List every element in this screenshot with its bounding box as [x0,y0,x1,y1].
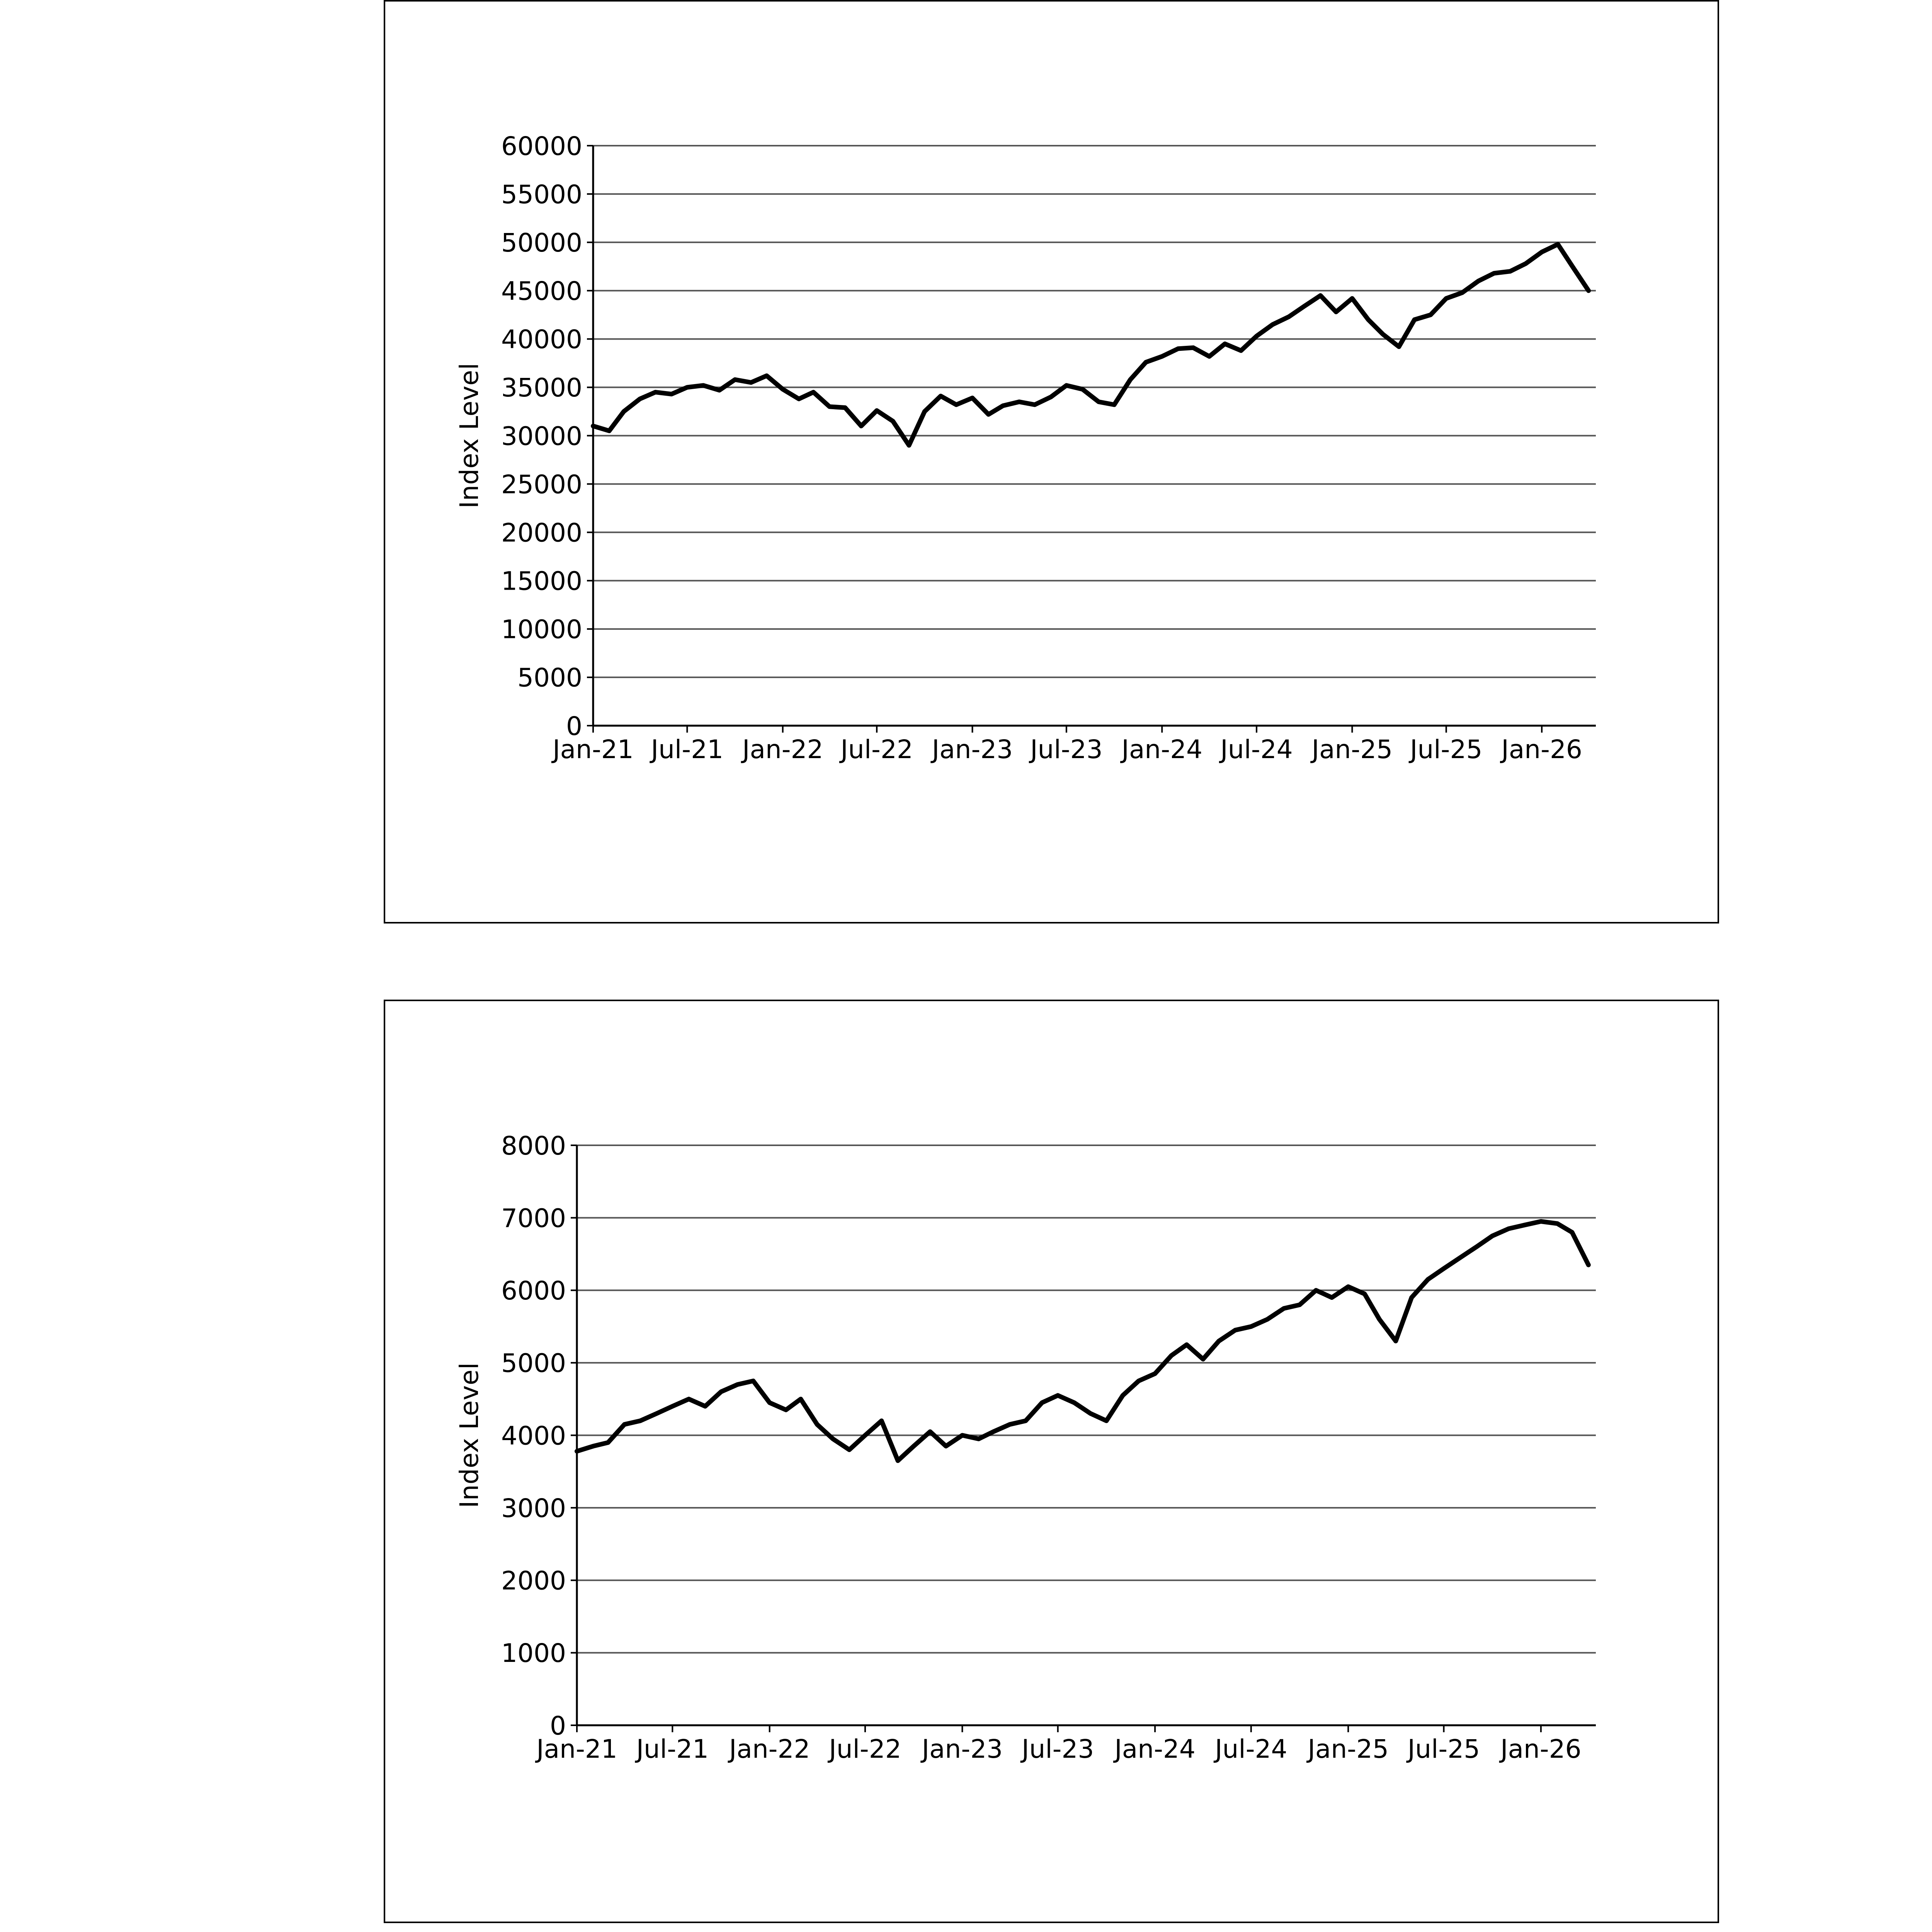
x-tick-label: Jan-26 [1500,1734,1582,1764]
chart-1 [385,2,1718,922]
y-tick-label: 7000 [501,1203,566,1233]
y-tick-label: 15000 [501,566,582,596]
chart-panel-2 [384,1000,1719,1923]
y-tick-label: 1000 [501,1638,566,1668]
x-tick-label: Jan-22 [742,735,823,764]
y-tick-label: 5000 [501,1348,566,1378]
chart-panel-1 [384,0,1719,923]
y-tick-label: 45000 [501,276,582,306]
x-tick-label: Jan-21 [553,735,634,764]
x-tick-label: Jul-22 [829,1734,901,1764]
y-tick-label: 25000 [501,469,582,500]
y-axis-label: Index Level [454,1362,484,1508]
y-tick-label: 0 [550,1711,566,1741]
y-tick-label: 6000 [501,1276,566,1306]
x-tick-label: Jan-22 [729,1734,810,1764]
y-tick-label: 8000 [501,1131,566,1161]
series-line [577,1221,1588,1461]
y-tick-label: 35000 [501,373,582,403]
y-tick-label: 40000 [501,325,582,355]
y-tick-label: 55000 [501,179,582,209]
y-tick-label: 3000 [501,1493,566,1523]
x-tick-label: Jul-21 [636,1734,709,1764]
y-tick-label: 5000 [517,663,582,693]
x-tick-label: Jul-23 [1030,735,1103,764]
x-tick-label: Jul-25 [1407,1734,1480,1764]
y-tick-label: 2000 [501,1566,566,1596]
x-tick-label: Jul-24 [1215,1734,1287,1764]
x-tick-label: Jul-22 [840,735,913,764]
y-tick-label: 20000 [501,518,582,548]
x-tick-label: Jan-24 [1114,1734,1196,1764]
x-tick-label: Jul-21 [651,735,724,764]
chart-2 [385,1001,1718,1922]
y-tick-label: 60000 [501,131,582,161]
y-axis-label: Index Level [454,363,484,509]
series-line [593,244,1588,445]
y-tick-label: 50000 [501,228,582,258]
x-tick-label: Jan-21 [536,1734,617,1764]
x-tick-label: Jan-25 [1308,1734,1389,1764]
x-tick-label: Jan-25 [1311,735,1393,764]
x-tick-label: Jan-24 [1121,735,1203,764]
x-tick-label: Jan-26 [1501,735,1582,764]
y-tick-label: 30000 [501,421,582,451]
y-tick-label: 0 [566,711,582,741]
x-tick-label: Jul-25 [1410,735,1483,764]
x-tick-label: Jul-23 [1022,1734,1094,1764]
y-tick-label: 10000 [501,614,582,645]
x-tick-label: Jul-24 [1220,735,1293,764]
x-tick-label: Jan-23 [922,1734,1003,1764]
y-tick-label: 4000 [501,1421,566,1451]
x-tick-label: Jan-23 [932,735,1013,764]
